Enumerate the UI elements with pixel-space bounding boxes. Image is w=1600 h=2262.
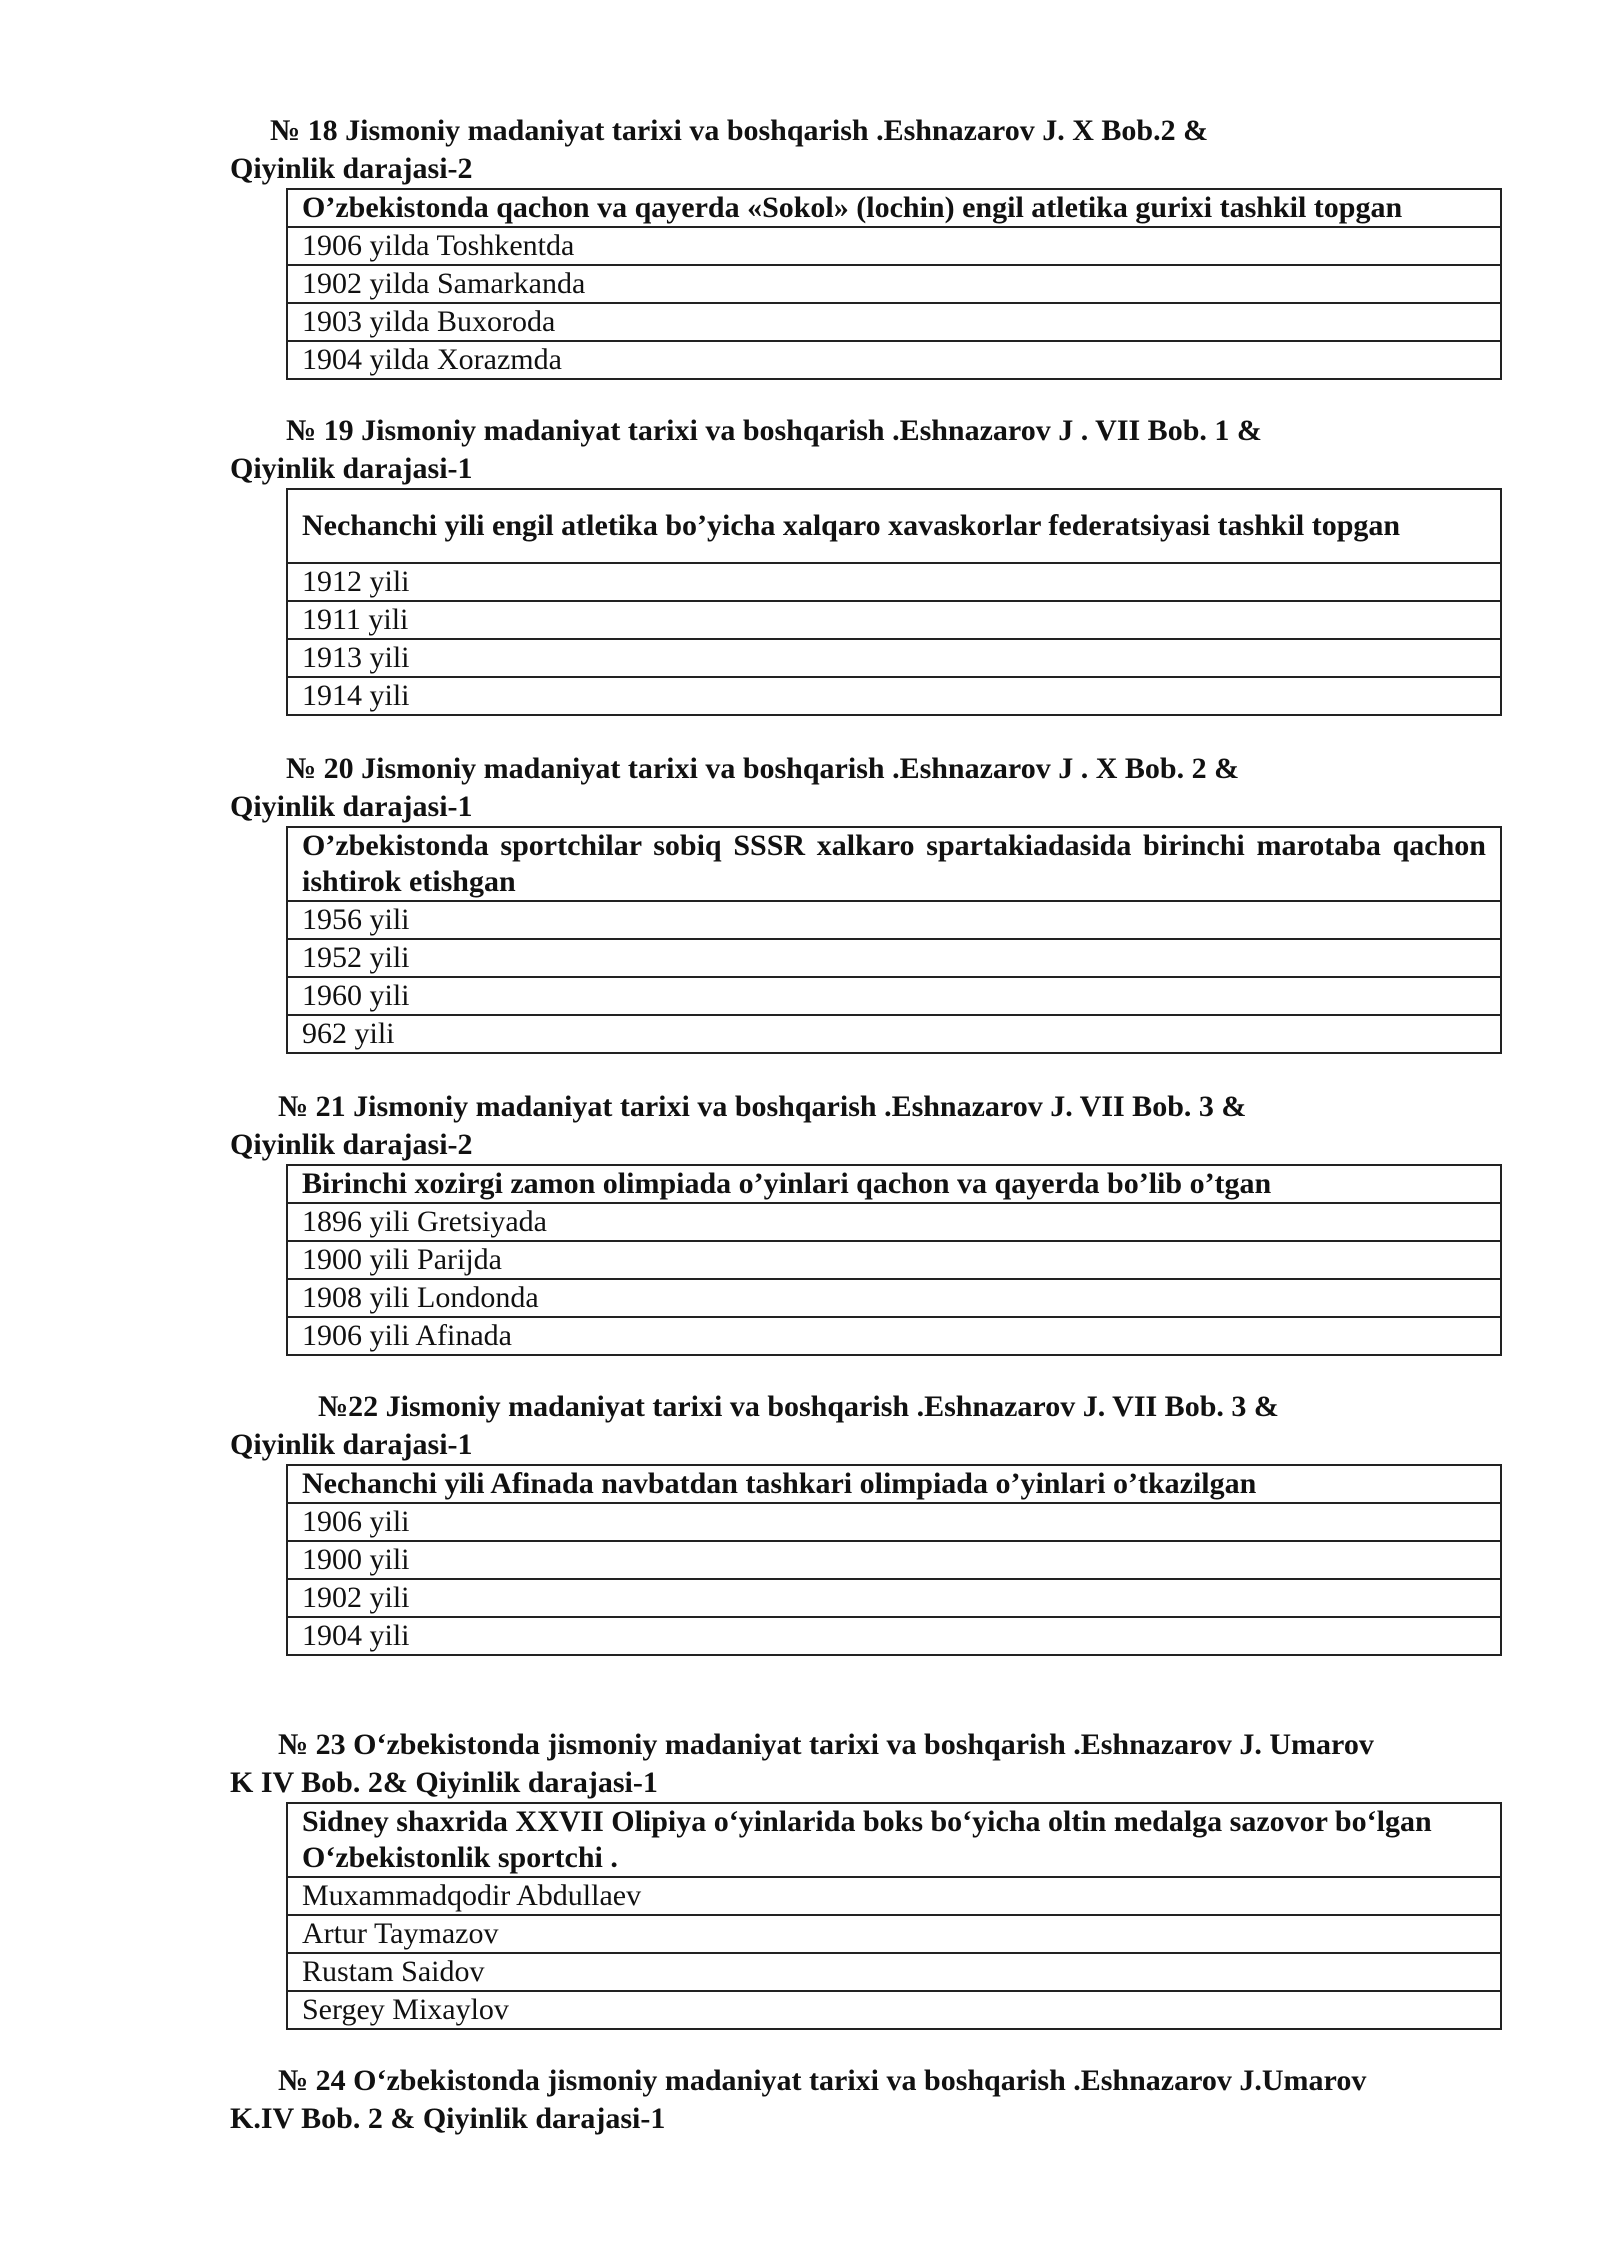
answer-option: 1904 yili <box>287 1617 1501 1655</box>
answer-table <box>286 826 1502 1054</box>
question-text: Nechanchi yili engil atletika bo’yicha xalqaro xavaskorlar federatsiyasi tashkil topgan <box>287 489 1501 563</box>
heading-line-1: № 21 Jismoniy madaniyat tarixi va boshqarish .Eshnazarov J. VII Bob. 3 & <box>278 1090 1247 1123</box>
answer-option: Rustam Saidov <box>287 1953 1501 1991</box>
answer-option: 1914 yili <box>287 677 1501 715</box>
answer-option: 1904 yilda Xorazmda <box>287 341 1501 379</box>
answer-option: 1956 yili <box>287 901 1501 939</box>
answer-option: 1896 yili Gretsiyada <box>287 1203 1501 1241</box>
heading-line-2: K IV Bob. 2& Qiyinlik darajasi-1 <box>230 1766 658 1799</box>
answer-option: Artur Taymazov <box>287 1915 1501 1953</box>
heading-line-2: Qiyinlik darajasi-2 <box>230 1128 473 1161</box>
answer-option: Muxammadqodir Abdullaev <box>287 1877 1501 1915</box>
question-text: Sidney shaxrida XXVII Olipiya o‘yinlarida boks bo‘yicha oltin medalga sazovor bo‘lgan O‘zbekistonlik sportchi . <box>287 1803 1501 1877</box>
question-text: O’zbekistonda qachon va qayerda «Sokol» (lochin) engil atletika gurixi tashkil topgan <box>287 189 1501 227</box>
heading-line-1: № 23 O‘zbekistonda jismoniy madaniyat tarixi va boshqarish .Eshnazarov J. Umarov <box>278 1728 1374 1761</box>
question-heading <box>230 1726 1530 1802</box>
answer-table <box>286 1464 1502 1656</box>
heading-line-1: № 24 O‘zbekistonda jismoniy madaniyat tarixi va boshqarish .Eshnazarov J.Umarov <box>278 2064 1367 2097</box>
answer-option: 1902 yilda Samarkanda <box>287 265 1501 303</box>
question-block-24 <box>230 2062 1530 2138</box>
heading-line-2: Qiyinlik darajasi-1 <box>230 1428 473 1461</box>
answer-option: Sergey Mixaylov <box>287 1991 1501 2029</box>
heading-line-1: №22 Jismoniy madaniyat tarixi va boshqarish .Eshnazarov J. VII Bob. 3 & <box>318 1390 1279 1423</box>
question-block-19 <box>230 412 1530 716</box>
heading-line-2: Qiyinlik darajasi-2 <box>230 152 473 185</box>
question-text: Birinchi xozirgi zamon olimpiada o’yinlari qachon va qayerda bo’lib o’tgan <box>287 1165 1501 1203</box>
question-heading <box>230 2062 1530 2138</box>
answer-option: 1912 yili <box>287 563 1501 601</box>
question-block-18 <box>230 112 1530 380</box>
answer-option: 1902 yili <box>287 1579 1501 1617</box>
answer-option: 1913 yili <box>287 639 1501 677</box>
question-text: O’zbekistonda sportchilar sobiq SSSR xalkaro spartakiadasida birinchi marotaba qachon ishtirok etishgan <box>287 827 1501 901</box>
answer-table <box>286 188 1502 380</box>
heading-line-1: № 20 Jismoniy madaniyat tarixi va boshqarish .Eshnazarov J . X Bob. 2 & <box>286 752 1240 785</box>
answer-option: 1900 yili Parijda <box>287 1241 1501 1279</box>
heading-line-1: № 18 Jismoniy madaniyat tarixi va boshqarish .Eshnazarov J. X Bob.2 & <box>270 114 1209 147</box>
answer-option: 1906 yili <box>287 1503 1501 1541</box>
answer-option: 1906 yilda Toshkentda <box>287 227 1501 265</box>
answer-option: 1952 yili <box>287 939 1501 977</box>
heading-line-1: № 19 Jismoniy madaniyat tarixi va boshqarish .Eshnazarov J . VII Bob. 1 & <box>286 414 1262 447</box>
answer-option: 1903 yilda Buxoroda <box>287 303 1501 341</box>
question-heading <box>230 750 1530 826</box>
question-text: Nechanchi yili Afinada navbatdan tashkari olimpiada o’yinlari o’tkazilgan <box>287 1465 1501 1503</box>
question-heading <box>230 1088 1530 1164</box>
answer-option: 1906 yili Afinada <box>287 1317 1501 1355</box>
answer-option: 962 yili <box>287 1015 1501 1053</box>
question-block-23 <box>230 1726 1530 2030</box>
answer-table <box>286 1164 1502 1356</box>
question-heading <box>230 1388 1530 1464</box>
answer-table <box>286 1802 1502 2030</box>
question-block-21 <box>230 1088 1530 1356</box>
answer-option: 1908 yili Londonda <box>287 1279 1501 1317</box>
heading-line-2: K.IV Bob. 2 & Qiyinlik darajasi-1 <box>230 2102 666 2135</box>
answer-table <box>286 488 1502 716</box>
question-block-22 <box>230 1388 1530 1656</box>
heading-line-2: Qiyinlik darajasi-1 <box>230 790 473 823</box>
answer-option: 1900 yili <box>287 1541 1501 1579</box>
answer-option: 1960 yili <box>287 977 1501 1015</box>
question-heading <box>230 112 1530 188</box>
question-block-20 <box>230 750 1530 1054</box>
answer-option: 1911 yili <box>287 601 1501 639</box>
question-heading <box>230 412 1530 488</box>
heading-line-2: Qiyinlik darajasi-1 <box>230 452 473 485</box>
